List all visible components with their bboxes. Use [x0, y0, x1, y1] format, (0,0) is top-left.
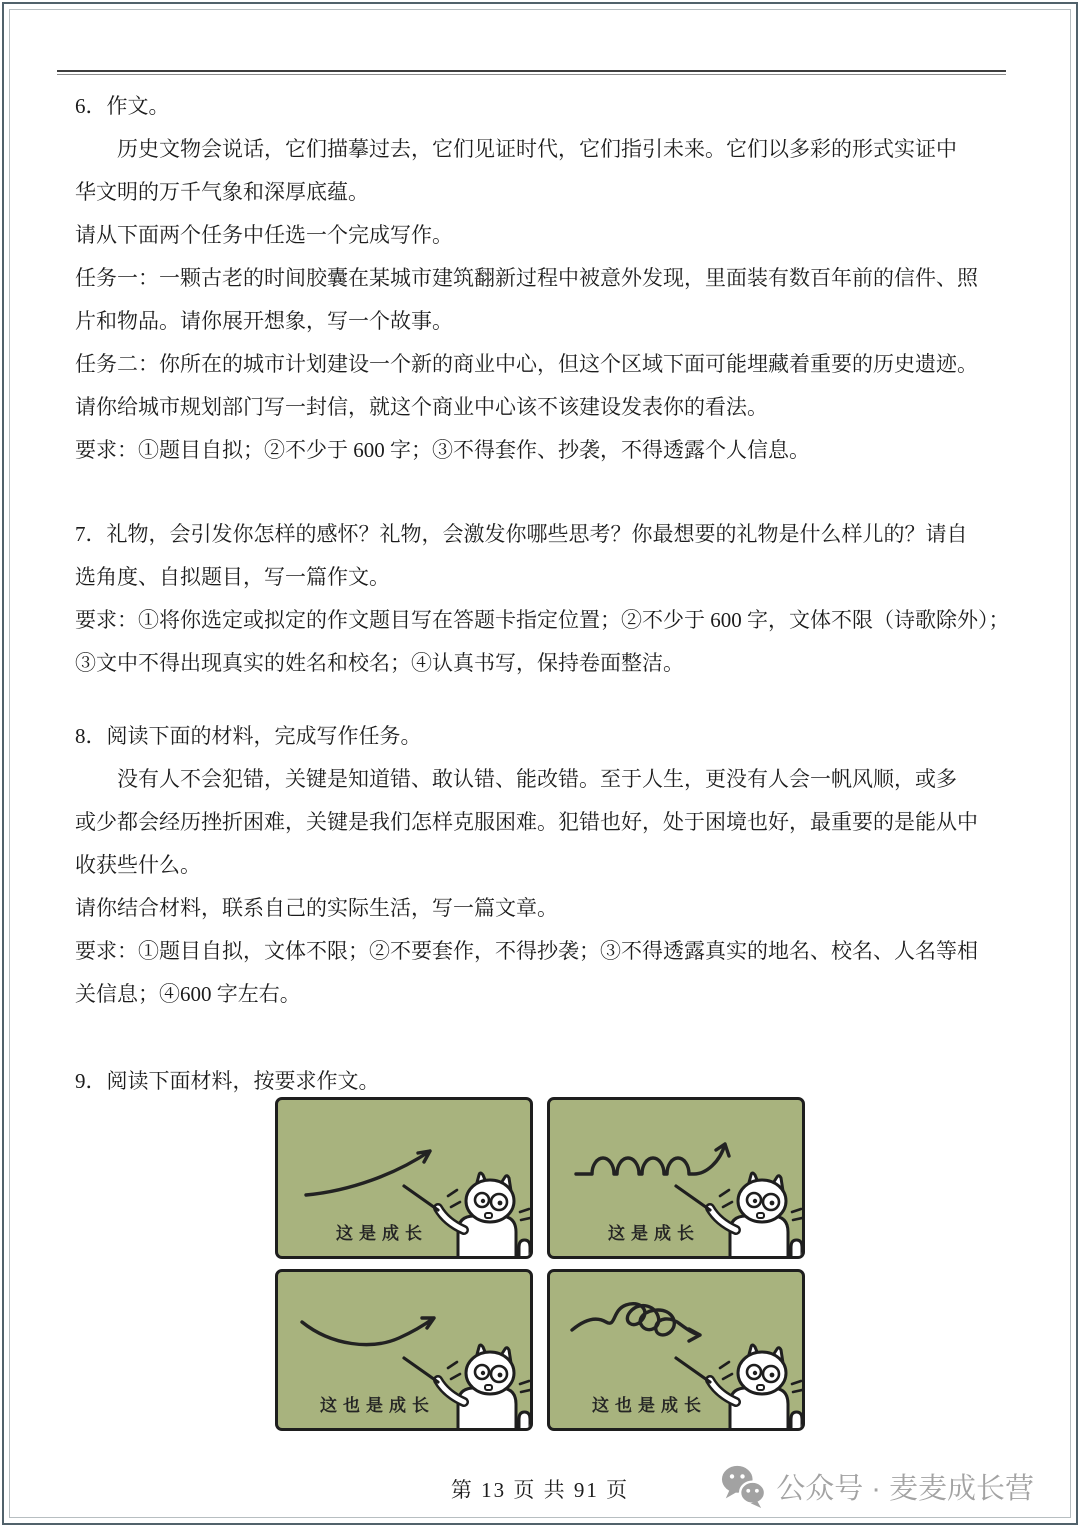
text-line: 请你结合材料，联系自己的实际生活，写一篇文章。 [75, 896, 558, 920]
text-line: ③文中不得出现真实的姓名和校名；④认真书写，保持卷面整洁。 [75, 651, 684, 675]
question-7 [75, 513, 1010, 685]
text-line: 片和物品。请你展开想象，写一个故事。 [75, 309, 453, 333]
growth-line [306, 1151, 430, 1195]
panel-caption: 这是成长 [336, 1224, 428, 1244]
text-line: 任务二：你所在的城市计划建设一个新的商业中心，但这个区域下面可能埋藏着重要的历史遗迹。 [75, 352, 978, 376]
page-number: 第 13 页 共 91 页 [450, 1478, 630, 1502]
comic-panel-3 [275, 1269, 533, 1431]
pointer-stick-icon [404, 1186, 438, 1210]
comic-panel-4 [547, 1269, 805, 1431]
text-line: 没有人不会犯错，关键是知道错、敢认错、能改错。至于人生，更没有人会一帆风顺，或多 [117, 767, 957, 791]
panel-caption: 这是成长 [608, 1224, 700, 1244]
text-line: 历史文物会说话，它们描摹过去，它们见证时代，它们指引未来。它们以多彩的形式实证中 [117, 137, 957, 161]
text-line: 或少都会经历挫折困难，关键是我们怎样克服困难。犯错也好，处于困境也好，最重要的是能从中 [75, 810, 978, 834]
wechat-icon [720, 1464, 766, 1508]
text-line: 要求：①题目自拟；②不少于 600 字；③不得套作、抄袭，不得透露个人信息。 [75, 438, 810, 462]
text-line: 请你给城市规划部门写一封信，就这个商业中心该不该建设发表你的看法。 [75, 395, 768, 419]
text-line: 要求：①将你选定或拟定的作文题目写在答题卡指定位置；②不少于 600 字，文体不限（诗歌除外）； [75, 608, 1010, 632]
pointer-stick-icon [676, 1358, 710, 1382]
section-divider-rule [57, 70, 1006, 75]
question-8 [75, 715, 1005, 1016]
question-number: 7．礼物，会引发你怎样的感怀？礼物，会激发你哪些思考？你最想要的礼物是什么样儿的？请自 [75, 522, 968, 546]
watermark [720, 1464, 1034, 1508]
growth-line [572, 1304, 700, 1341]
page-body [75, 85, 1010, 1431]
pointer-stick-icon [676, 1186, 710, 1210]
text-line: 任务一：一颗古老的时间胶囊在某城市建筑翻新过程中被意外发现，里面装有数百年前的信件、照 [75, 266, 978, 290]
panel-caption: 这也是成长 [592, 1396, 707, 1416]
text-line: 请从下面两个任务中任选一个完成写作。 [75, 223, 453, 247]
question-6 [75, 85, 1005, 472]
question-number: 8．阅读下面的材料，完成写作任务。 [75, 724, 422, 748]
question-number: 6．作文。 [75, 94, 170, 118]
text-line: 选角度、自拟题目，写一篇作文。 [75, 565, 390, 589]
growth-comic [275, 1097, 805, 1431]
text-line: 关信息；④600 字左右。 [75, 982, 301, 1006]
growth-line [576, 1144, 729, 1174]
comic-panel-2 [547, 1097, 805, 1259]
text-line: 华文明的万千气象和深厚底蕴。 [75, 180, 369, 204]
panel-caption: 这也是成长 [320, 1396, 435, 1416]
comic-panel-1 [275, 1097, 533, 1259]
text-line: 要求：①题目自拟，文体不限；②不要套作，不得抄袭；③不得透露真实的地名、校名、人名等相 [75, 939, 978, 963]
question-number: 9．阅读下面材料，按要求作文。 [75, 1069, 380, 1093]
pointer-stick-icon [404, 1358, 438, 1382]
growth-line [302, 1318, 434, 1345]
watermark-label: 公众号 · 麦麦成长营 [776, 1472, 1034, 1505]
text-line: 收获些什么。 [75, 853, 201, 877]
